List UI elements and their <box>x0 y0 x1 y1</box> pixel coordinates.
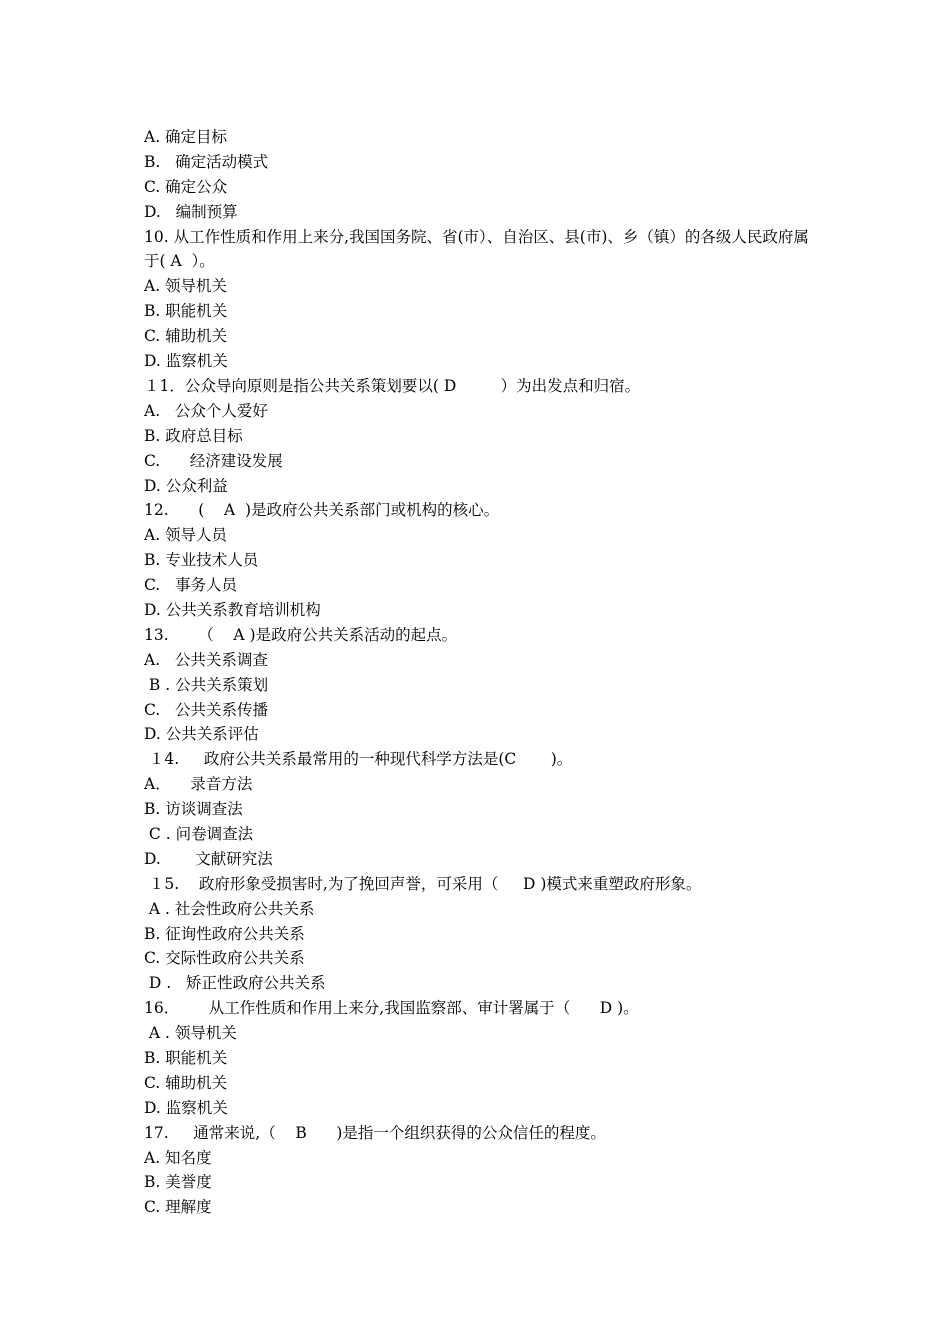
option-line: C. 公共关系传播 <box>144 700 269 719</box>
option-line: A. 公众个人爱好 <box>144 401 268 420</box>
option-line: A . 领导机关 <box>144 1024 237 1043</box>
option-line: D. 文献研究法 <box>144 849 273 868</box>
option-line: A. 公共关系调查 <box>144 650 268 669</box>
option-line: B. 职能机关 <box>144 302 228 321</box>
option-line: D. 公共关系评估 <box>144 725 259 744</box>
option-line: A. 确定目标 <box>144 128 228 146</box>
question-line: 17. 通常来说,（ B )是指一个组织获得的公众信任的程度。 <box>144 1123 606 1142</box>
option-line: C. 辅助机关 <box>144 1073 228 1092</box>
option-line: C. 事务人员 <box>144 576 238 595</box>
question-line: 13. （ A )是政府公共关系活动的起点。 <box>144 625 458 644</box>
option-line: D . 矫正性政府公共关系 <box>144 974 326 993</box>
question-line: 10. 从工作性质和作用上来分,我国国务院、省(市）、自治区、县(市)、乡（镇）的各级人民政府属于( A ）。 <box>144 227 809 271</box>
question-line: 12. ( A )是政府公共关系部门或机构的核心。 <box>144 501 500 520</box>
option-line: D. 监察机关 <box>144 352 228 371</box>
option-line: D. 公共关系教育培训机构 <box>144 600 321 619</box>
option-line: B. 征询性政府公共关系 <box>144 924 305 943</box>
option-line: B. 专业技术人员 <box>144 551 259 570</box>
option-line: D. 监察机关 <box>144 1098 228 1117</box>
option-line: C. 确定公众 <box>144 177 228 196</box>
option-line: A. 知名度 <box>144 1148 212 1167</box>
question-line: １4. 政府公共关系最常用的一种现代科学方法是(C )。 <box>144 750 573 769</box>
option-line: B. 美誉度 <box>144 1173 212 1192</box>
option-line: B. 确定活动模式 <box>144 152 269 171</box>
option-line: C . 问卷调查法 <box>144 824 254 843</box>
option-line: C. 辅助机关 <box>144 327 228 346</box>
option-line: D. 公众利益 <box>144 476 228 495</box>
option-line: A. 领导人员 <box>144 526 228 545</box>
document-body <box>144 125 814 1220</box>
question-line: １5. 政府形象受损害时,为了挽回声誉，可采用（ D )模式来重塑政府形象。 <box>144 874 702 893</box>
question-line: 16． 从工作性质和作用上来分,我国监察部、审计署属于（ D )。 <box>144 999 639 1018</box>
option-line: B. 政府总目标 <box>144 426 243 445</box>
option-line: D. 编制预算 <box>144 202 238 221</box>
option-line: C. 理解度 <box>144 1198 212 1217</box>
option-line: A. 领导机关 <box>144 277 228 296</box>
option-line: B. 职能机关 <box>144 1048 228 1067</box>
option-line: C. 交际性政府公共关系 <box>144 949 305 968</box>
option-line: A． 录音方法 <box>144 775 253 794</box>
option-line: B . 公共关系策划 <box>144 675 269 694</box>
option-line: B. 访谈调查法 <box>144 800 243 819</box>
option-line: C. 经济建设发展 <box>144 451 283 470</box>
question-line: １1．公众导向原则是指公共关系策划要以( D ）为出发点和归宿。 <box>144 376 641 395</box>
option-line: A . 社会性政府公共关系 <box>144 899 315 918</box>
